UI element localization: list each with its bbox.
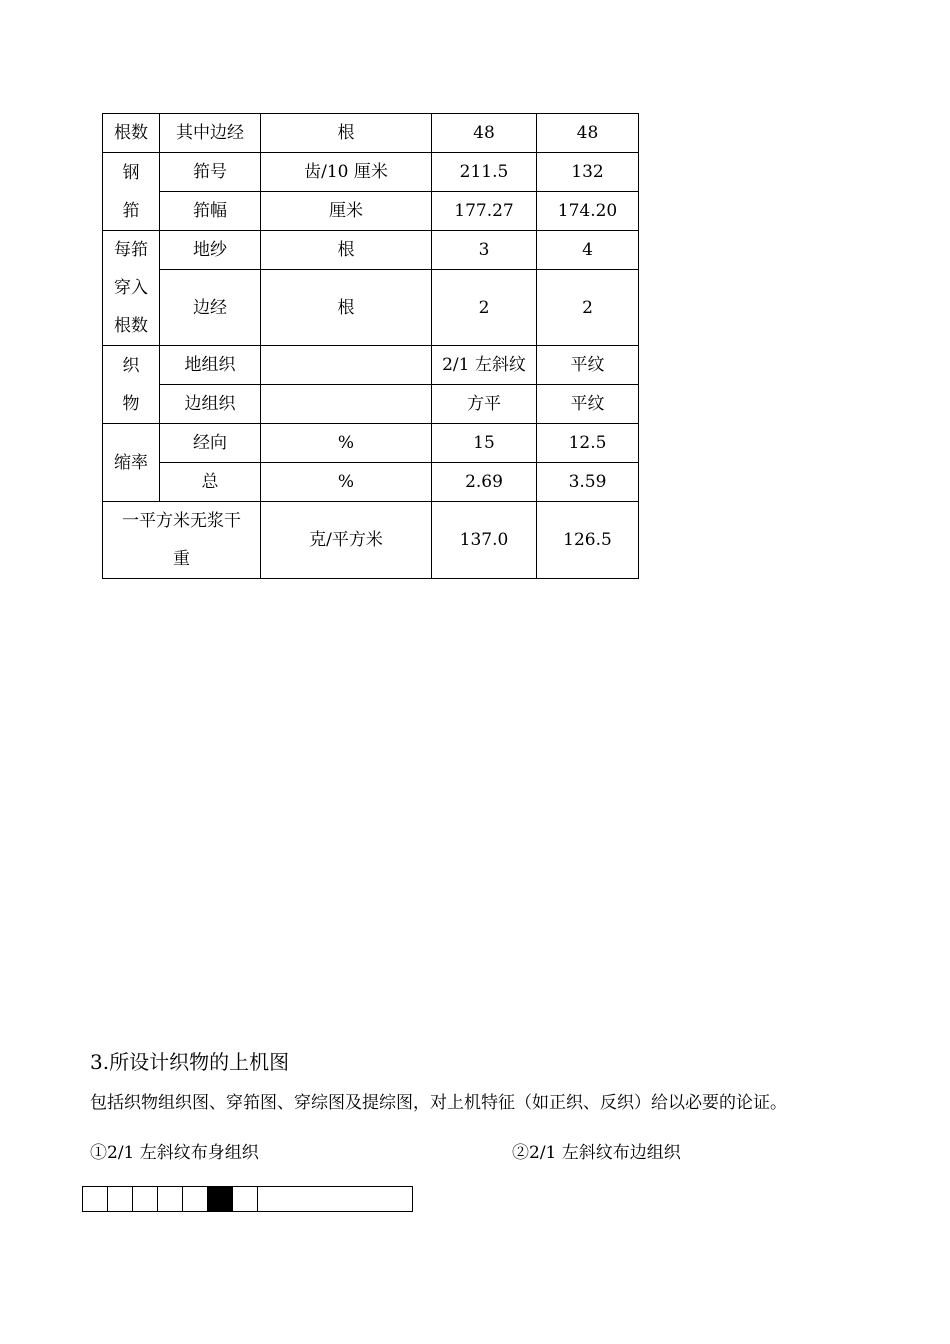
row-group-line: 物 — [122, 393, 140, 414]
figure-label-body-weave: ①2/1 左斜纹布身组织 — [90, 1143, 259, 1163]
row-group-header — [103, 153, 160, 231]
table-cell: 地组织 — [160, 346, 261, 385]
table-row — [103, 192, 639, 231]
row-group-header: 缩率 — [103, 424, 160, 502]
table-cell: 根 — [261, 114, 432, 153]
table-cell: % — [261, 424, 432, 463]
table-cell — [261, 385, 432, 424]
table-cell: 2.69 — [432, 463, 537, 502]
table-row — [103, 385, 639, 424]
table-cell: 2 — [537, 270, 639, 346]
row-group-line: 每筘 — [114, 240, 148, 260]
row-group-header — [103, 346, 160, 424]
table-cell: 厘米 — [261, 192, 432, 231]
table-cell: 2/1 左斜纹 — [432, 346, 537, 385]
table-cell: 其中边经 — [160, 114, 261, 153]
figure-label-selvage-weave: ②2/1 左斜纹布边组织 — [512, 1143, 681, 1163]
row-group-header — [103, 231, 160, 346]
table-row — [103, 231, 639, 270]
section-heading: 3.所设计织物的上机图 — [90, 1050, 290, 1074]
table-row — [103, 424, 639, 463]
table-cell: 边组织 — [160, 385, 261, 424]
table-cell: 126.5 — [537, 502, 639, 579]
table-cell: 方平 — [432, 385, 537, 424]
cell-line: 重 — [173, 549, 190, 569]
table-cell: 177.27 — [432, 192, 537, 231]
row-group-line: 根数 — [114, 316, 148, 336]
table-cell: 克/平方米 — [261, 502, 432, 579]
row-group-line: 织 — [122, 355, 140, 376]
table-cell: % — [261, 463, 432, 502]
table-cell — [261, 346, 432, 385]
table-row — [103, 346, 639, 385]
table-cell: 15 — [432, 424, 537, 463]
weave-cell-empty — [183, 1187, 208, 1211]
weave-cell-empty — [108, 1187, 133, 1211]
spec-table — [102, 113, 639, 579]
table-row — [103, 153, 639, 192]
table-cell: 根数 — [103, 114, 160, 153]
table-cell: 3.59 — [537, 463, 639, 502]
weave-cell-filled — [208, 1187, 233, 1211]
table-row — [103, 502, 639, 579]
cell-line: 一平方米无浆干 — [122, 511, 241, 531]
table-row — [103, 463, 639, 502]
table-cell: 根 — [261, 231, 432, 270]
table-cell: 211.5 — [432, 153, 537, 192]
table-row — [103, 114, 639, 153]
row-group-line: 筘 — [122, 200, 140, 221]
table-cell: 边经 — [160, 270, 261, 346]
table-cell: 根 — [261, 270, 432, 346]
row-group-line: 穿入 — [114, 278, 148, 298]
weave-grid-remainder — [258, 1187, 412, 1211]
table-cell: 132 — [537, 153, 639, 192]
weave-cell-empty — [83, 1187, 108, 1211]
table-cell: 12.5 — [537, 424, 639, 463]
weave-grid — [82, 1186, 413, 1212]
table-cell: 齿/10 厘米 — [261, 153, 432, 192]
table-cell: 48 — [537, 114, 639, 153]
table-cell: 筘幅 — [160, 192, 261, 231]
table-cell: 筘号 — [160, 153, 261, 192]
table-cell: 2 — [432, 270, 537, 346]
table-cell: 平纹 — [537, 346, 639, 385]
weave-cell-empty — [233, 1187, 258, 1211]
weave-cell-empty — [133, 1187, 158, 1211]
table-row — [103, 270, 639, 346]
table-cell: 4 — [537, 231, 639, 270]
table-cell: 174.20 — [537, 192, 639, 231]
table-cell: 平纹 — [537, 385, 639, 424]
table-cell: 地纱 — [160, 231, 261, 270]
weave-cell-empty — [158, 1187, 183, 1211]
table-cell: 137.0 — [432, 502, 537, 579]
table-cell — [103, 502, 261, 579]
row-group-line: 钢 — [122, 162, 140, 183]
section-description: 包括织物组织图、穿筘图、穿综图及提综图，对上机特征（如正织、反织）给以必要的论证。 — [90, 1093, 787, 1113]
table-cell: 3 — [432, 231, 537, 270]
table-cell: 经向 — [160, 424, 261, 463]
table-cell: 48 — [432, 114, 537, 153]
table-cell: 总 — [160, 463, 261, 502]
